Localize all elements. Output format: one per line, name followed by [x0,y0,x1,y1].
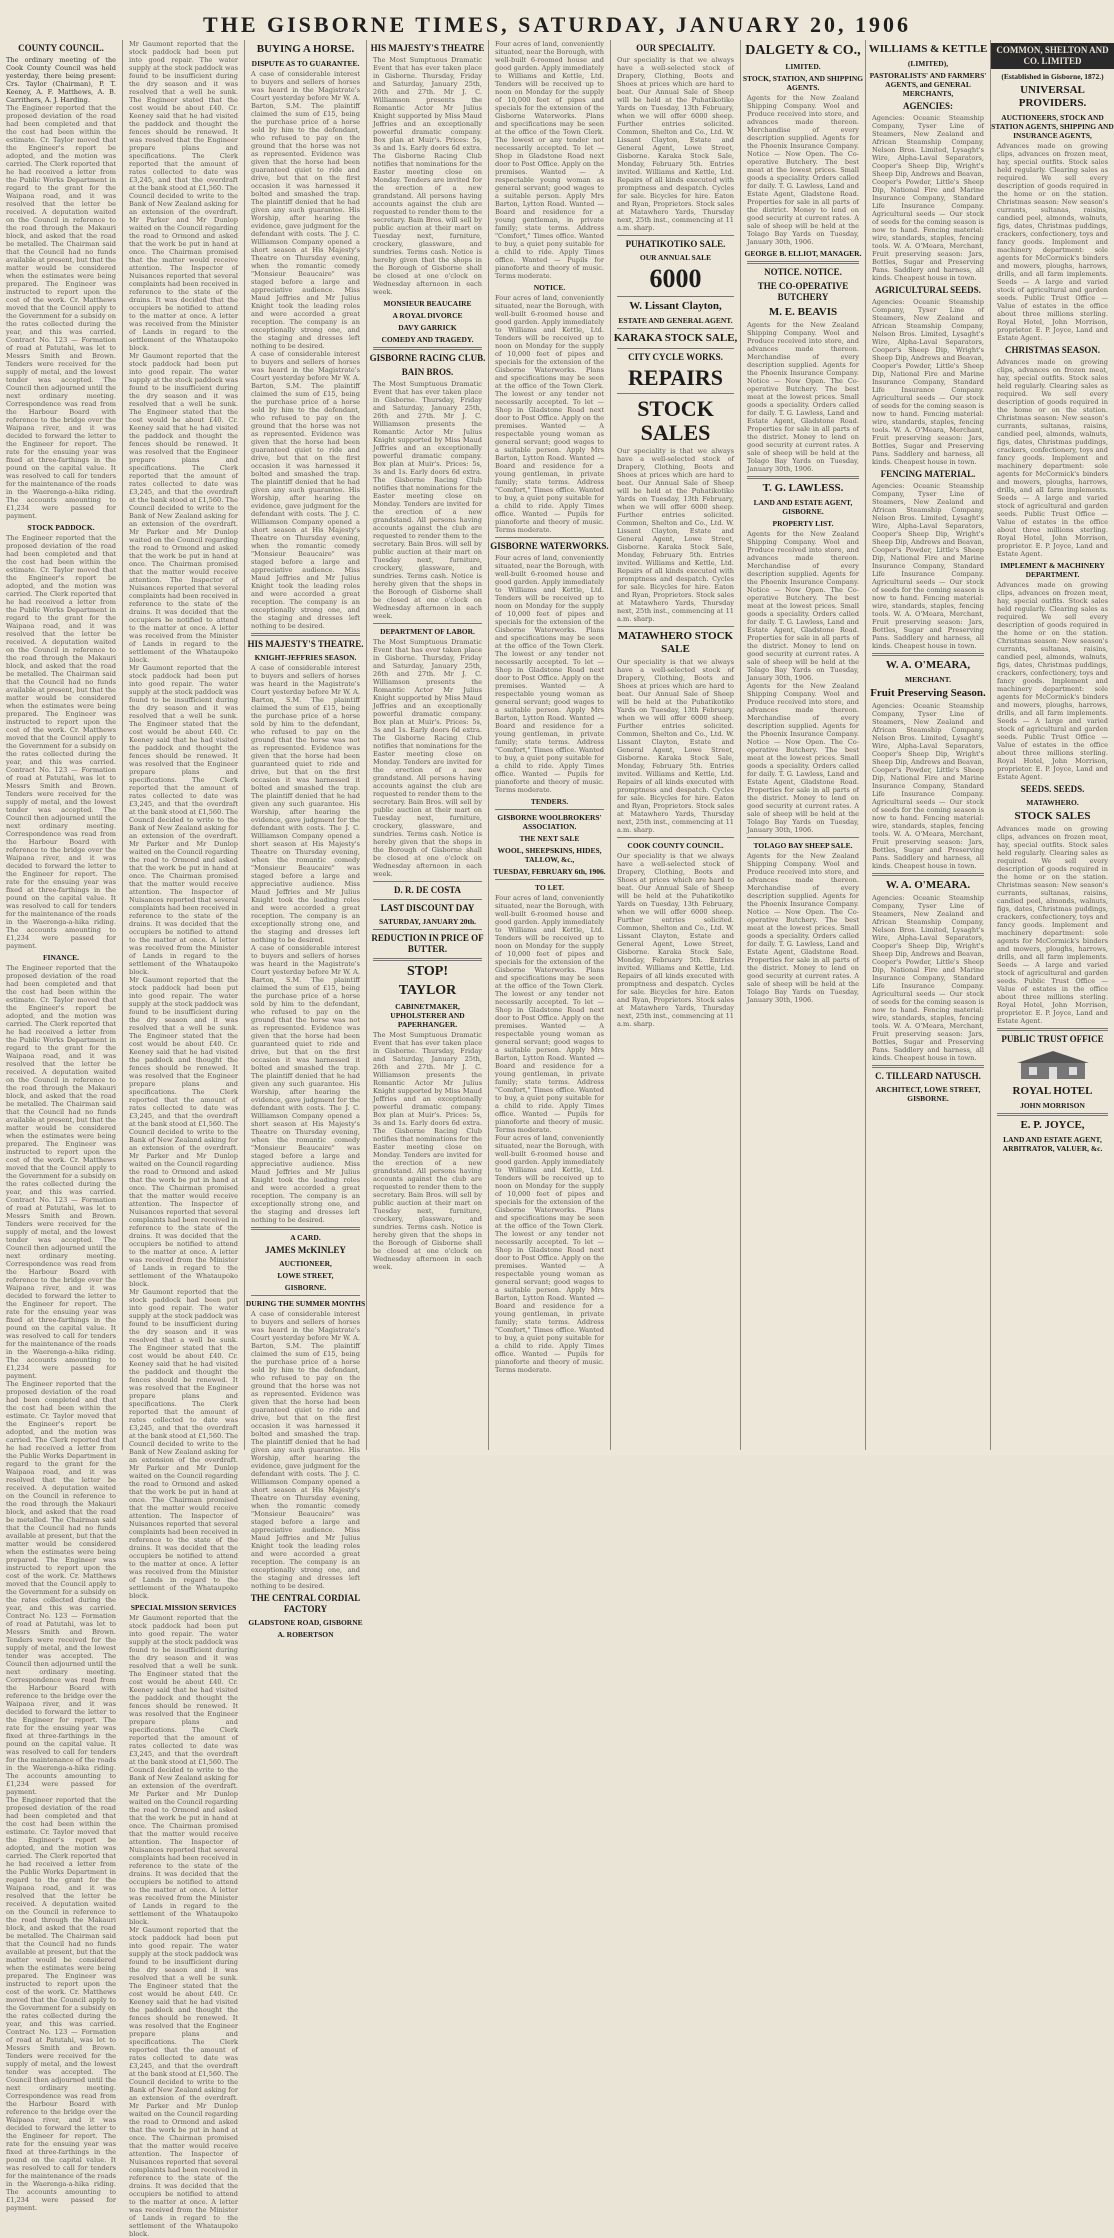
divider [747,261,859,264]
royal-hotel-heading: ROYAL HOTEL [1012,1085,1093,1097]
body-text: Mr Gaumont reported that the stock paddock had been put into good repair. The water supply at the stock paddock was found to be insufficient during the dry season and it was resolved that a well be sunk. The Engineer stated that the cost would be about £40. Cr. Keeney said that he had visited the paddock and thought the fences should be renewed. It was resolved that the Engineer prepare plans and specifications. The Clerk reported that the amount of rates collected to date was £3,245, and that the overdraft at the bank stood at £1,560. The Council decided to write to the Bank of New Zealand asking for an extension of the overdraft. Mr Parker and Mr Dunlop waited on the Council regarding the road to Ormond and asked that the work be put in hand at once. The Chairman promised that the matter would receive attention. The Inspector of Nuisances reported that several complaints had been received in reference to the state of the drains. It was decided that the occupiers be notified to attend to the matter at once. A letter was received from the Minister of Lands in regard to the settlement of the Whataupoko block. [129,40,238,352]
stop-heading: STOP! [407,964,448,979]
body-text: The Engineer reported that the proposed deviation of the road had been completed and that the cost had been within the estimate. Cr. Taylor moved that the Engineer's report be adopted, and the motion was carried. The Clerk reported that he had received a letter from the Public Works Department in regard to the grant for the Waipaoa road, and it was resolved that the letter be received. A deputation waited on the Council in reference to the road through the Makauri block, and asked that the road be metalled. The Chairman said that the Council had no funds available at present, but that the matter would be considered when the estimates were being prepared. The Engineer was instructed to report upon the cost of the work. Cr. Matthews moved that the Council apply to the Government for a subsidy on the rates collected during the year, and this was carried. Contract No. 123 — Formation of road at Patutahi, was let to Messrs Smith and Brown. Tenders were received for the supply of metal, and the lowest tender was accepted. The Council then adjourned until the next ordinary meeting. Correspondence was read from the Harbour Board with reference to the bridge over the Waipaoa river, and it was decided to forward the letter to the Engineer for report. The rate for the ensuing year was fixed at three-farthings in the pound on the capital value. It was resolved to call for tenders for the maintenance of the roads in the Waerenga-a-hika riding. The accounts amounting to £1,234 were passed for payment. [6,104,116,520]
play-3: DAVY GARRICK [398,323,457,332]
woolbrokers-next-sale: THE NEXT SALE [519,834,580,843]
williams-kettle-heading: WILLIAMS & KETTLE [868,43,988,55]
sheep-count: 6000 [649,264,702,293]
christmas-heading: CHRISTMAS SEASON. [1004,345,1101,355]
body-text: Agents for the New Zealand Shipping Company. Wool and Produce received into store, and advances made thereon. Merchandise of every description supplied. Agents for the Phoenix Insurance Company. Notice — Now Open. The Co-operative Butchery. The best meat at the lowest prices. Small goods a speciality. Orders called for daily. T. G. Lawless, Land and Estate Agent, Gladstone Road. Properties for sale in all parts of the district. Money to lend on good security at current rates. A sale of sheep will be held at the Tolago Bay Yards on Tuesday, January 30th, 1906. [747,321,859,473]
finance-heading: FINANCE. [42,953,80,962]
body-text: Mr Gaumont reported that the stock paddock had been put into good repair. The water supply at the stock paddock was found to be insufficient during the dry season and it was resolved that a well be sunk. The Engineer stated that the cost would be about £40. Cr. Keeney said that he had visited the paddock and thought the fences should be renewed. It was resolved that the Engineer prepare plans and specifications. The Clerk reported that the amount of rates collected to date was £3,245, and that the overdraft at the bank stood at £1,560. The Council decided to write to the Bank of New Zealand asking for an extension of the overdraft. Mr Parker and Mr Dunlop waited on the Council regarding the road to Ormond and asked that the work be put in hand at once. The Chairman promised that the matter would receive attention. The Inspector of Nuisances reported that several complaints had been received in reference to the state of the drains. It was decided that the occupiers be notified to attend to the matter at once. A letter was received from the Minister of Lands in regard to the settlement of the Whataupoko block. [129,1288,238,1600]
omeara-heading-2: W. A. O'MEARA. [885,879,971,891]
column-8 [866,40,990,1450]
divider [617,393,734,394]
butter-heading: REDUCTION IN PRICE OF BUTTER. [371,933,484,954]
natusch-heading: C. TILLEARD NATUSCH. [875,1071,981,1081]
taylor-heading: TAYLOR [398,983,457,998]
cordial-factory-address: GLADSTONE ROAD, GISBORNE [248,1618,363,1627]
stock-sales-heading: STOCK SALES [1014,810,1091,822]
body-text: Mr Gaumont reported that the stock paddock had been put into good repair. The water supply at the stock paddock was found to be insufficient during the dry season and it was resolved that a well be sunk. The Engineer stated that the cost would be about £40. Cr. Keeney said that he had visited the paddock and thought the fences should be renewed. It was resolved that the Engineer prepare plans and specifications. The Clerk reported that the amount of rates collected to date was £3,245, and that the overdraft at the bank stood at £1,560. The Council decided to write to the Bank of New Zealand asking for an extension of the overdraft. Mr Parker and Mr Dunlop waited on the Council regarding the road to Ormond and asked that the work be put in hand at once. The Chairman promised that the matter would receive attention. The Inspector of Nuisances reported that several complaints had been received in reference to the state of the drains. It was decided that the occupiers be notified to attend to the matter at once. A letter was received from the Minister of Lands in regard to the settlement of the Whataupoko block. [129,976,238,1288]
play-1: MONSIEUR BEAUCAIRE [383,299,472,308]
royal-hotel-proprietor: JOHN MORRISON [1020,1101,1085,1110]
cook-county-heading: COOK COUNTY COUNCIL. [627,841,724,850]
property-list-heading: PROPERTY LIST. [772,519,834,528]
divider [617,626,734,627]
woolbrokers-items: WOOL, SHEEPSKINS, HIDES, TALLOW, &c., [497,846,602,864]
omeara-heading: W. A. O'MEARA, [885,659,971,671]
divider [495,537,604,538]
summer-heading: DURING THE SUMMER MONTHS [245,1299,366,1308]
joyce-subheading: LAND AND ESTATE AGENT, ARBITRATOR, VALUER, &c. [1002,1135,1103,1153]
body-text: Our speciality is that we always have a well-selected stock of Drapery, Clothing, Boots and Shoes at prices which are hard to beat. Our Annual Sale of Sheep will be held at the Puhatikotiko Yards on Tuesday, 13th February, when we will offer 6000 sheep. Further entries solicited. Common, Shelton and Co., Ltd. W. Lissant Clayton, Estate and General Agent, Lowe Street, Gisborne. Karaka Stock Sale, Monday, February 5th. Entries invited. Williams and Kettle, Ltd. Repairs of all kinds executed with promptness and despatch. Cycles for sale. Bicycles for hire. Eaton and Ryan, Proprietors. Stock sales at Matawhero Yards, Thursday next, 25th inst., commencing at 11 a.m. sharp. [617,658,734,834]
body-text: Advances made on growing clips, advances on frozen meat, hay, special outfits. Stock sales held regularly. Clearing sales as required. We sell every description of goods required in the home or on the station. Christmas season: New season's currants, sultanas, raisins, candied peel, almonds, walnuts, figs, dates, Christmas puddings, crackers, confectionery, toys and fancy goods. Implement and machinery department: sole agents for McCormick's binders and mowers, ploughs, harrows, drills, and all farm implements. Seeds — A large and varied stock of agricultural and garden seeds. Public Trust Office — Value of estates in the office about three millions sterling. Royal Hotel, John Morrison, proprietor. E. P. Joyce, Land and Estate Agent. [997,581,1108,781]
dalgety-limited: LIMITED. [785,62,821,71]
repairs-heading: REPAIRS [628,365,723,390]
divider [495,809,604,810]
body-text: Agencies: Oceanic Steamship Company, Tyser Line of Steamers, New Zealand and African Steamship Company, Nelson Bros. Limited, Lysaght's Wire, Alpha-Laval Separators, Cooper's Sheep Dip, Wright's Sheep Dip, Andrews and Beavan, Cooper's Powder, Little's Sheep Dip, National Fire and Marine Insurance Company, Standard Life Insurance Company. Agricultural seeds — Our stock of seeds for the coming season is now to hand. Fencing material: wire, standards, staples, fencing tools. W. A. O'Meara, Merchant, Fruit preserving season: Jars, Bottles, Sugar and Preserving Pans. Saddlery and harness, all kinds. Cheapest house in town. [872,114,984,282]
seeds-heading: AGRICULTURAL SEEDS. [875,285,981,295]
column-3 [245,40,366,1639]
masthead [0,0,1114,40]
county-council-intro: The ordinary meeting of the Cook County Council was held yesterday, there being present: Crs. Taylor (Chairman), P. T. Keeney, A. F. Matthews, A. B. Carrithers, A. J. Harding. [6,56,116,104]
body-text: Mr Gaumont reported that the stock paddock had been put into good repair. The water supply at the stock paddock was found to be insufficient during the dry season and it was resolved that a well be sunk. The Engineer stated that the cost would be about £40. Cr. Keeney said that he had visited the paddock and thought the fences should be renewed. It was resolved that the Engineer prepare plans and specifications. The Clerk reported that the amount of rates collected to date was £3,245, and that the overdraft at the bank stood at £1,560. The Council decided to write to the Bank of New Zealand asking for an extension of the overdraft. Mr Parker and Mr Dunlop waited on the Council regarding the road to Ormond and asked that the work be put in hand at once. The Chairman promised that the matter would receive attention. The Inspector of Nuisances reported that several complaints had been received in reference to the state of the drains. It was decided that the occupiers be notified to attend to the matter at once. A letter was received from the Minister of Lands in regard to the settlement of the Whataupoko block. [129,1926,238,2238]
body-text: Mr Gaumont reported that the stock paddock had been put into good repair. The water supply at the stock paddock was found to be insufficient during the dry season and it was resolved that a well be sunk. The Engineer stated that the cost would be about £40. Cr. Keeney said that he had visited the paddock and thought the fences should be renewed. It was resolved that the Engineer prepare plans and specifications. The Clerk reported that the amount of rates collected to date was £3,245, and that the overdraft at the bank stood at £1,560. The Council decided to write to the Bank of New Zealand asking for an extension of the overdraft. Mr Parker and Mr Dunlop waited on the Council regarding the road to Ormond and asked that the work be put in hand at once. The Chairman promised that the matter would receive attention. The Inspector of Nuisances reported that several complaints had been received in reference to the state of the drains. It was decided that the occupiers be notified to attend to the matter at once. A letter was received from the Minister of Lands in regard to the settlement of the Whataupoko block. [129,352,238,664]
providers-subheading: AUCTIONEERS, STOCK AND STATION AGENTS, SHIPPING AND INSURANCE AGENTS, [991,113,1114,140]
natusch-subheading: ARCHITECT, LOWE STREET, GISBORNE. [875,1085,981,1103]
body-text: Four acres of land, conveniently situated, near the Borough, with well-built 6-roomed house and good garden. Apply immediately to Williams and Kettle, Ltd. Tenders will be received up to noon on Monday for the supply of 10,000 feet of pipes and specials for the extension of the Gisborne Waterworks. Plans and specifications may be seen at the office of the Town Clerk. The lowest or any tender not necessarily accepted. To let — Shop in Gladstone Road next door to Post Office. Apply on the premises. Wanted — A respectable young woman as general servant; good wages to a suitable person. Apply Mrs Barton, Lytton Road. Wanted — Board and residence for a young gentleman, in private family; state terms. Address "Comfort," Times office. Wanted to buy, a quiet pony suitable for a child to ride. Apply Times office. Wanted — Pupils for pianoforte and theory of music. Terms moderate. [495,1134,604,1374]
play-2: A ROYAL DIVORCE [392,311,463,320]
divider [747,476,859,479]
body-text: A case of considerable interest to buyers and sellers of horses was heard in the Magistrate's Court yesterday before Mr W. A. Barton, S.M. The plaintiff claimed the sum of £15, being the purchase price of a horse sold by him to the defendant, who refused to pay on the ground that the horse was not as represented. Evidence was given that the horse had been guaranteed quiet to ride and drive, but that on the first occasion it was harnessed it bolted and smashed the trap. The plaintiff denied that he had given any such guarantee. His Worship, after hearing the evidence, gave judgment for the defendant with costs. The J. C. Williamson Company opened a short season at His Majesty's Theatre on Thursday evening, when the romantic comedy "Monsieur Beaucaire" was staged before a large and appreciative audience. Miss Maud Jeffries and Mr Julius Knight took the leading roles and were accorded a great reception. The company is an exceptionally strong one, and the staging and dresses left nothing to be desired. [251,1310,360,1590]
mckinley-street: LOWE STREET, [277,1271,334,1280]
matawhero-heading: MATAWHERO. [1026,798,1079,807]
divider [617,348,734,349]
racing-club-heading: GISBORNE RACING CLUB. [369,353,486,363]
body-text: The Most Sumptuous Dramatic Event that has ever taken place in Gisborne. Thursday, Friday and Saturday, January 25th, 26th and 27th. Mr J. C. Williamson presents the Romantic Actor Mr Julius Knight supported by Miss Maud Jeffries and an exceptionally powerful dramatic company. Box plan at Muir's. Prices: 5s, 3s and 1s. Early doors 6d extra. The Gisborne Racing Club notifies that nominations for the Easter meeting close on Monday. Tenders are invited for the erection of a new grandstand. All persons having accounts against the club are requested to render them to the secretary. Bain Bros. will sell by public auction at their mart on Tuesday next, furniture, crockery, glassware, and sundries. Terms cash. Notice is hereby given that the shops in the Borough of Gisborne shall be closed at one o'clock on Wednesday afternoon in each week. [373,56,482,296]
body-text: Advances made on growing clips, advances on frozen meat, hay, special outfits. Stock sales held regularly. Clearing sales as required. We sell every description of goods required in the home or on the station. Christmas season: New season's currants, sultanas, raisins, candied peel, almonds, walnuts, figs, dates, Christmas puddings, crackers, confectionery, toys and fancy goods. Implement and machinery department: sole agents for McCormick's binders and mowers, ploughs, harrows, drills, and all farm implements. Seeds — A large and varied stock of agricultural and garden seeds. Public Trust Office — Value of estates in the office about three millions sterling. Royal Hotel, John Morrison, proprietor. E. P. Joyce, Land and Estate Agent. [997,825,1108,1025]
body-text: Our speciality is that we always have a well-selected stock of Drapery, Clothing, Boots and Shoes at prices which are hard to beat. Our Annual Sale of Sheep will be held at the Puhatikotiko Yards on Tuesday, 13th February, when we will offer 6000 sheep. Further entries solicited. Common, Shelton and Co., Ltd. W. Lissant Clayton, Estate and General Agent, Lowe Street, Gisborne. Karaka Stock Sale, Monday, February 5th. Entries invited. Williams and Kettle, Ltd. Repairs of all kinds executed with promptness and despatch. Cycles for sale. Bicycles for hire. Eaton and Ryan, Proprietors. Stock sales at Matawhero Yards, Thursday next, 25th inst., commencing at 11 a.m. sharp. [617,852,734,1028]
notice-heading: NOTICE. [533,283,566,292]
column-6 [611,40,740,1450]
body-text: Agents for the New Zealand Shipping Company. Wool and Produce received into store, and advances made thereon. Merchandise of every description supplied. Agents for the Phoenix Insurance Company. Notice — Now Open. The Co-operative Butchery. The best meat at the lowest prices. Small goods a speciality. Orders called for daily. T. G. Lawless, Land and Estate Agent, Gladstone Road. Properties for sale in all parts of the district. Money to lend on good security at current rates. A sale of sheep will be held at the Tolago Bay Yards on Tuesday, January 30th, 1906. [747,530,859,682]
seeds-heading: SEEDS. SEEDS. [1020,784,1085,794]
woolbrokers-date: TUESDAY, FEBRUARY 6th, 1906. [493,867,606,876]
implement-heading: IMPLEMENT & MACHINERY DEPARTMENT. [1000,561,1105,579]
theatre-subheading: KNIGHT-JEFFRIES SEASON. [254,653,357,662]
de-costa-heading: D. R. DE COSTA [393,885,462,895]
clayton-heading: W. Lissant Clayton, [629,300,722,312]
stock-paddock-heading: STOCK PADDOCK. [27,523,95,532]
discount-day-heading: LAST DISCOUNT DAY [380,903,475,913]
buying-horse-subheading: DISPUTE AS TO GUARANTEE. [251,59,360,68]
body-text: Four acres of land, conveniently situated, near the Borough, with well-built 6-roomed house and good garden. Apply immediately to Williams and Kettle, Ltd. Tenders will be received up to noon on Monday for the supply of 10,000 feet of pipes and specials for the extension of the Gisborne Waterworks. Plans and specifications may be seen at the office of the Town Clerk. The lowest or any tender not necessarily accepted. To let — Shop in Gladstone Road next door to Post Office. Apply on the premises. Wanted — A respectable young woman as general servant; good wages to a suitable person. Apply Mrs Barton, Lytton Road. Wanted — Board and residence for a young gentleman, in private family; state terms. Address "Comfort," Times office. Wanted to buy, a quiet pony suitable for a child to ride. Apply Times office. Wanted — Pupils for pianoforte and theory of music. Terms moderate. [495,554,604,794]
common-shelton-established: (Established in Gisborne, 1872.) [1001,72,1104,81]
body-text: A case of considerable interest to buyers and sellers of horses was heard in the Magistrate's Court yesterday before Mr W. A. Barton, S.M. The plaintiff claimed the sum of £15, being the purchase price of a horse sold by him to the defendant, who refused to pay on the ground that the horse was not as represented. Evidence was given that the horse had been guaranteed quiet to ride and drive, but that on the first occasion it was harnessed it bolted and smashed the trap. The plaintiff denied that he had given any such guarantee. His Worship, after hearing the evidence, gave judgment for the defendant with costs. The J. C. Williamson Company opened a short season at His Majesty's Theatre on Thursday evening, when the romantic comedy "Monsieur Beaucaire" was staged before a large and appreciative audience. Miss Maud Jeffries and Mr Julius Knight took the leading roles and were accorded a great reception. The company is an exceptionally strong one, and the staging and dresses left nothing to be desired. [251,350,360,630]
divider [617,296,734,297]
body-text: A case of considerable interest to buyers and sellers of horses was heard in the Magistrate's Court yesterday before Mr W. A. Barton, S.M. The plaintiff claimed the sum of £15, being the purchase price of a horse sold by him to the defendant, who refused to pay on the ground that the horse was not as represented. Evidence was given that the horse had been guaranteed quiet to ride and drive, but that on the first occasion it was harnessed it bolted and smashed the trap. The plaintiff denied that he had given any such guarantee. His Worship, after hearing the evidence, gave judgment for the defendant with costs. The J. C. Williamson Company opened a short season at His Majesty's Theatre on Thursday evening, when the romantic comedy "Monsieur Beaucaire" was staged before a large and appreciative audience. Miss Maud Jeffries and Mr Julius Knight took the leading roles and were accorded a great reception. The company is an exceptionally strong one, and the staging and dresses left nothing to be desired. [251,664,360,944]
woolbrokers-heading: GISBORNE WOOLBROKERS' ASSOCIATION. [497,813,602,831]
butchery-heading: THE CO-OPERATIVE BUTCHERY [757,281,849,302]
play-subheading: COMEDY AND TRAGEDY. [381,335,474,344]
divider [251,1295,360,1296]
divider [747,837,859,838]
body-text: Agencies: Oceanic Steamship Company, Tyser Line of Steamers, New Zealand and African Steamship Company, Nelson Bros. Limited, Lysaght's Wire, Alpha-Laval Separators, Cooper's Sheep Dip, Wright's Sheep Dip, Andrews and Beavan, Cooper's Powder, Little's Sheep Dip, National Fire and Marine Insurance Company, Standard Life Insurance Company. Agricultural seeds — Our stock of seeds for the coming season is now to hand. Fencing material: wire, standards, staples, fencing tools. W. A. O'Meara, Merchant, Fruit preserving season: Jars, Bottles, Sugar and Preserving Pans. Saddlery and harness, all kinds. Cheapest house in town. [872,482,984,650]
divider [495,879,604,880]
beavis-heading: M. E. BEAVIS [768,306,838,318]
body-text: The Engineer reported that the proposed deviation of the road had been completed and that the cost had been within the estimate. Cr. Taylor moved that the Engineer's report be adopted, and the motion was carried. The Clerk reported that he had received a letter from the Public Works Department in regard to the grant for the Waipaoa road, and it was resolved that the letter be received. A deputation waited on the Council in reference to the road through the Makauri block, and asked that the road be metalled. The Chairman said that the Council had no funds available at present, but that the matter would be considered when the estimates were being prepared. The Engineer was instructed to report upon the cost of the work. Cr. Matthews moved that the Council apply to the Government for a subsidy on the rates collected during the year, and this was carried. Contract No. 123 — Formation of road at Patutahi, was let to Messrs Smith and Brown. Tenders were received for the supply of metal, and the lowest tender was accepted. The Council then adjourned until the next ordinary meeting. Correspondence was read from the Harbour Board with reference to the bridge over the Waipaoa river, and it was decided to forward the letter to the Engineer for report. The rate for the ensuing year was fixed at three-farthings in the pound on the capital value. It was resolved to call for tenders for the maintenance of the roads in the Waerenga-a-hika riding. The accounts amounting to £1,234 were passed for payment. [6,964,116,1380]
annual-sale: OUR ANNUAL SALE [639,253,712,262]
divider [373,347,482,350]
omeara-subheading: MERCHANT. [905,675,951,684]
notice-heading: NOTICE. NOTICE. [764,267,842,277]
labor-heading: DEPARTMENT OF LABOR. [380,627,475,636]
williams-kettle-subheading: PASTORALISTS' AND FARMERS' AGENTS, and GENERAL MERCHANTS, [869,71,987,98]
column-1 [0,40,122,2212]
preserving-heading: Fruit Preserving Season. [870,687,986,699]
cycle-works-heading: CITY CYCLE WORKS. [628,352,723,362]
tenders-heading: TENDERS. [530,797,569,806]
cordial-factory-proprietor: A. ROBERTSON [277,1630,334,1639]
column-9 [991,40,1114,1450]
body-text: Mr Gaumont reported that the stock paddock had been put into good repair. The water supply at the stock paddock was found to be insufficient during the dry season and it was resolved that a well be sunk. The Engineer stated that the cost would be about £40. Cr. Keeney said that he had visited the paddock and thought the fences should be renewed. It was resolved that the Engineer prepare plans and specifications. The Clerk reported that the amount of rates collected to date was £3,245, and that the overdraft at the bank stood at £1,560. The Council decided to write to the Bank of New Zealand asking for an extension of the overdraft. Mr Parker and Mr Dunlop waited on the Council regarding the road to Ormond and asked that the work be put in hand at once. The Chairman promised that the matter would receive attention. The Inspector of Nuisances reported that several complaints had been received in reference to the state of the drains. It was decided that the occupiers be notified to attend to the matter at once. A letter was received from the Minister of Lands in regard to the settlement of the Whataupoko block. [129,664,238,976]
body-text: Advances made on growing clips, advances on frozen meat, hay, special outfits. Stock sales held regularly. Clearing sales as required. We sell every description of goods required in the home or on the station. Christmas season: New season's currants, sultanas, raisins, candied peel, almonds, walnuts, figs, dates, Christmas puddings, crackers, confectionery, toys and fancy goods. Implement and machinery department: sole agents for McCormick's binders and mowers, ploughs, harrows, drills, and all farm implements. Seeds — A large and varied stock of agricultural and garden seeds. Public Trust Office — Value of estates in the office about three millions sterling. Royal Hotel, John Morrison, proprietor. E. P. Joyce, Land and Estate Agent. [997,358,1108,558]
body-text: The Engineer reported that the proposed deviation of the road had been completed and that the cost had been within the estimate. Cr. Taylor moved that the Engineer's report be adopted, and the motion was carried. The Clerk reported that he had received a letter from the Public Works Department in regard to the grant for the Waipaoa road, and it was resolved that the letter be received. A deputation waited on the Council in reference to the road through the Makauri block, and asked that the road be metalled. The Chairman said that the Council had no funds available at present, but that the matter would be considered when the estimates were being prepared. The Engineer was instructed to report upon the cost of the work. Cr. Matthews moved that the Council apply to the Government for a subsidy on the rates collected during the year, and this was carried. Contract No. 123 — Formation of road at Patutahi, was let to Messrs Smith and Brown. Tenders were received for the supply of metal, and the lowest tender was accepted. The Council then adjourned until the next ordinary meeting. Correspondence was read from the Harbour Board with reference to the bridge over the Waipaoa river, and it was decided to forward the letter to the Engineer for report. The rate for the ensuing year was fixed at three-farthings in the pound on the capital value. It was resolved to call for tenders for the maintenance of the roads in the Waerenga-a-hika riding. The accounts amounting to £1,234 were passed for payment. [6,534,116,950]
lawless-subheading: LAND AND ESTATE AGENT, GISBORNE. [753,498,853,516]
tolago-heading: TOLAGO BAY SHEEP SALE. [753,841,853,850]
body-text: Agencies: Oceanic Steamship Company, Tyser Line of Steamers, New Zealand and African Steamship Company, Nelson Bros. Limited, Lysaght's Wire, Alpha-Laval Separators, Cooper's Sheep Dip, Wright's Sheep Dip, Andrews and Beavan, Cooper's Powder, Little's Sheep Dip, National Fire and Marine Insurance Company, Standard Life Insurance Company. Agricultural seeds — Our stock of seeds for the coming season is now to hand. Fencing material: wire, standards, staples, fencing tools. W. A. O'Meara, Merchant, Fruit preserving season: Jars, Bottles, Sugar and Preserving Pans. Saddlery and harness, all kinds. Cheapest house in town. [872,702,984,870]
puhatikotiko-heading: PUHATIKOTIKO SALE. [625,239,726,249]
body-text: Four acres of land, conveniently situated, near the Borough, with well-built 6-roomed house and good garden. Apply immediately to Williams and Kettle, Ltd. Tenders will be received up to noon on Monday for the supply of 10,000 feet of pipes and specials for the extension of the Gisborne Waterworks. Plans and specifications may be seen at the office of the Town Clerk. The lowest or any tender not necessarily accepted. To let — Shop in Gladstone Road next door to Post Office. Apply on the premises. Wanted — A respectable young woman as general servant; good wages to a suitable person. Apply Mrs Barton, Lytton Road. Wanted — Board and residence for a young gentleman, in private family; state terms. Address "Comfort," Times office. Wanted to buy, a quiet pony suitable for a child to ride. Apply Times office. Wanted — Pupils for pianoforte and theory of music. Terms moderate. [495,40,604,280]
karaka-heading: KARAKA STOCK SALE, [613,332,738,344]
mckinley-name: JAMES McKINLEY [265,1245,346,1255]
cordial-factory-heading: THE CENTRAL CORDIAL FACTORY [250,1593,361,1614]
matawhero-heading: MATAWHERO STOCK SALE [617,630,734,655]
to-let-heading: TO LET. [535,883,564,892]
discount-day-date: SATURDAY, JANUARY 20th. [378,917,477,926]
lawless-heading: T. G. LAWLESS. [762,482,844,494]
body-text: Our speciality is that we always have a well-selected stock of Drapery, Clothing, Boots and Shoes at prices which are hard to beat. Our Annual Sale of Sheep will be held at the Puhatikotiko Yards on Tuesday, 13th February, when we will offer 6000 sheep. Further entries solicited. Common, Shelton and Co., Ltd. W. Lissant Clayton, Estate and General Agent, Lowe Street, Gisborne. Karaka Stock Sale, Monday, February 5th. Entries invited. Williams and Kettle, Ltd. Repairs of all kinds executed with promptness and despatch. Cycles for sale. Bicycles for hire. Eaton and Ryan, Proprietors. Stock sales at Matawhero Yards, Thursday next, 25th inst., commencing at 11 a.m. sharp. [617,447,734,623]
building-illustration [1013,1049,1093,1081]
dalgety-heading: DALGETY & CO., [745,43,861,58]
mission-heading: SPECIAL MISSION SERVICES [130,1603,237,1612]
body-text: Agents for the New Zealand Shipping Company. Wool and Produce received into store, and advances made thereon. Merchandise of every description supplied. Agents for the Phoenix Insurance Company. Notice — Now Open. The Co-operative Butchery. The best meat at the lowest prices. Small goods a speciality. Orders called for daily. T. G. Lawless, Land and Estate Agent, Gladstone Road. Properties for sale in all parts of the district. Money to lend on good security at current rates. A sale of sheep will be held at the Tolago Bay Yards on Tuesday, January 30th, 1906. [747,852,859,1004]
divider [997,1113,1108,1116]
theatre-heading: HIS MAJESTY'S THEATRE. [247,639,364,649]
divider [872,1065,984,1068]
body-text: Mr Gaumont reported that the stock paddock had been put into good repair. The water supply at the stock paddock was found to be insufficient during the dry season and it was resolved that a well be sunk. The Engineer stated that the cost would be about £40. Cr. Keeney said that he had visited the paddock and thought the fences should be renewed. It was resolved that the Engineer prepare plans and specifications. The Clerk reported that the amount of rates collected to date was £3,245, and that the overdraft at the bank stood at £1,560. The Council decided to write to the Bank of New Zealand asking for an extension of the overdraft. Mr Parker and Mr Dunlop waited on the Council regarding the road to Ormond and asked that the work be put in hand at once. The Chairman promised that the matter would receive attention. The Inspector of Nuisances reported that several complaints had been received in reference to the state of the drains. It was decided that the occupiers be notified to attend to the matter at once. A letter was received from the Minister of Lands in regard to the settlement of the Whataupoko block. [129,1614,238,1926]
divider [251,633,360,636]
speciality-heading: OUR SPECIALITY. [636,43,715,53]
body-text: Advances made on growing clips, advances on frozen meat, hay, special outfits. Stock sales held regularly. Clearing sales as required. We sell every description of goods required in the home or on the station. Christmas season: New season's currants, sultanas, raisins, candied peel, almonds, walnuts, figs, dates, Christmas puddings, crackers, confectionery, toys and fancy goods. Implement and machinery department: sole agents for McCormick's binders and mowers, ploughs, harrows, drills, and all farm implements. Seeds — A large and varied stock of agricultural and garden seeds. Public Trust Office — Value of estates in the office about three millions sterling. Royal Hotel, John Morrison, proprietor. E. P. Joyce, Land and Estate Agent. [997,142,1108,342]
divider [373,881,482,882]
column-4 [367,40,488,1450]
divider [872,653,984,656]
bain-bros-heading: BAIN BROS. [401,367,454,377]
body-text: The Most Sumptuous Dramatic Event that has ever taken place in Gisborne. Thursday, Friday and Saturday, January 25th, 26th and 27th. Mr J. C. Williamson presents the Romantic Actor Mr Julius Knight supported by Miss Maud Jeffries and an exceptionally powerful dramatic company. Box plan at Muir's. Prices: 5s, 3s and 1s. Early doors 6d extra. The Gisborne Racing Club notifies that nominations for the Easter meeting close on Monday. Tenders are invited for the erection of a new grandstand. All persons having accounts against the club are requested to render them to the secretary. Bain Bros. will sell by public auction at their mart on Tuesday next, furniture, crockery, glassware, and sundries. Terms cash. Notice is hereby given that the shops in the Borough of Gisborne shall be closed at one o'clock on Wednesday afternoon in each week. [373,1031,482,1271]
county-council-heading: COUNTY COUNCIL. [18,43,104,53]
stock-sales-heading: STOCK SALES [637,396,714,445]
divider [617,328,734,329]
theatre-ad-heading: HIS MAJESTY'S THEATRE [370,43,485,53]
divider [373,958,482,961]
divider [373,899,482,900]
waterworks-heading: GISBORNE WATERWORKS. [490,541,609,551]
body-text: A case of considerable interest to buyers and sellers of horses was heard in the Magistrate's Court yesterday before Mr W. A. Barton, S.M. The plaintiff claimed the sum of £15, being the purchase price of a horse sold by him to the defendant, who refused to pay on the ground that the horse was not as represented. Evidence was given that the horse had been guaranteed quiet to ride and drive, but that on the first occasion it was harnessed it bolted and smashed the trap. The plaintiff denied that he had given any such guarantee. His Worship, after hearing the evidence, gave judgment for the defendant with costs. The J. C. Williamson Company opened a short season at His Majesty's Theatre on Thursday evening, when the romantic comedy "Monsieur Beaucaire" was staged before a large and appreciative audience. Miss Maud Jeffries and Mr Julius Knight took the leading roles and were accorded a great reception. The company is an exceptionally strong one, and the staging and dresses left nothing to be desired. [251,944,360,1224]
body-text: The Engineer reported that the proposed deviation of the road had been completed and that the cost had been within the estimate. Cr. Taylor moved that the Engineer's report be adopted, and the motion was carried. The Clerk reported that he had received a letter from the Public Works Department in regard to the grant for the Waipaoa road, and it was resolved that the letter be received. A deputation waited on the Council in reference to the road through the Makauri block, and asked that the road be metalled. The Chairman said that the Council had no funds available at present, but that the matter would be considered when the estimates were being prepared. The Engineer was instructed to report upon the cost of the work. Cr. Matthews moved that the Council apply to the Government for a subsidy on the rates collected during the year, and this was carried. Contract No. 123 — Formation of road at Patutahi, was let to Messrs Smith and Brown. Tenders were received for the supply of metal, and the lowest tender was accepted. The Council then adjourned until the next ordinary meeting. Correspondence was read from the Harbour Board with reference to the bridge over the Waipaoa river, and it was decided to forward the letter to the Engineer for report. The rate for the ensuing year was fixed at three-farthings in the pound on the capital value. It was resolved to call for tenders for the maintenance of the roads in the Waerenga-a-hika riding. The accounts amounting to £1,234 were passed for payment. [6,1796,116,2212]
agencies-heading: AGENCIES: [902,101,953,111]
column-2 [123,40,244,2238]
column-7 [741,40,865,1450]
body-text: The Most Sumptuous Dramatic Event that has ever taken place in Gisborne. Thursday, Friday and Saturday, January 25th, 26th and 27th. Mr J. C. Williamson presents the Romantic Actor Mr Julius Knight supported by Miss Maud Jeffries and an exceptionally powerful dramatic company. Box plan at Muir's. Prices: 5s, 3s and 1s. Early doors 6d extra. The Gisborne Racing Club notifies that nominations for the Easter meeting close on Monday. Tenders are invited for the erection of a new grandstand. All persons having accounts against the club are requested to render them to the secretary. Bain Bros. will sell by public auction at their mart on Tuesday next, furniture, crockery, glassware, and sundries. Terms cash. Notice is hereby given that the shops in the Borough of Gisborne shall be closed at one o'clock on Wednesday afternoon in each week. [373,380,482,620]
providers-heading: UNIVERSAL PROVIDERS. [1018,84,1087,109]
fencing-heading: FENCING MATERIAL. [880,469,976,479]
body-text: Agents for the New Zealand Shipping Company. Wool and Produce received into store, and advances made thereon. Merchandise of every description supplied. Agents for the Phoenix Insurance Company. Notice — Now Open. The Co-operative Butchery. The best meat at the lowest prices. Small goods a speciality. Orders called for daily. T. G. Lawless, Land and Estate Agent, Gladstone Road. Properties for sale in all parts of the district. Money to lend on good security at current rates. A sale of sheep will be held at the Tolago Bay Yards on Tuesday, January 30th, 1906. [747,682,859,834]
body-text: A case of considerable interest to buyers and sellers of horses was heard in the Magistrate's Court yesterday before Mr W. A. Barton, S.M. The plaintiff claimed the sum of £15, being the purchase price of a horse sold by him to the defendant, who refused to pay on the ground that the horse was not as represented. Evidence was given that the horse had been guaranteed quiet to ride and drive, but that on the first occasion it was harnessed it bolted and smashed the trap. The plaintiff denied that he had given any such guarantee. His Worship, after hearing the evidence, gave judgment for the defendant with costs. The J. C. Williamson Company opened a short season at His Majesty's Theatre on Thursday evening, when the romantic comedy "Monsieur Beaucaire" was staged before a large and appreciative audience. Miss Maud Jeffries and Mr Julius Knight took the leading roles and were accorded a great reception. The company is an exceptionally strong one, and the staging and dresses left nothing to be desired. [251,70,360,350]
body-text: The Engineer reported that the proposed deviation of the road had been completed and that the cost had been within the estimate. Cr. Taylor moved that the Engineer's report be adopted, and the motion was carried. The Clerk reported that he had received a letter from the Public Works Department in regard to the grant for the Waipaoa road, and it was resolved that the letter be received. A deputation waited on the Council in reference to the road through the Makauri block, and asked that the road be metalled. The Chairman said that the Council had no funds available at present, but that the matter would be considered when the estimates were being prepared. The Engineer was instructed to report upon the cost of the work. Cr. Matthews moved that the Council apply to the Government for a subsidy on the rates collected during the year, and this was carried. Contract No. 123 — Formation of road at Patutahi, was let to Messrs Smith and Brown. Tenders were received for the supply of metal, and the lowest tender was accepted. The Council then adjourned until the next ordinary meeting. Correspondence was read from the Harbour Board with reference to the bridge over the Waipaoa river, and it was decided to forward the letter to the Engineer for report. The rate for the ensuing year was fixed at three-farthings in the pound on the capital value. It was resolved to call for tenders for the maintenance of the roads in the Waerenga-a-hika riding. The accounts amounting to £1,234 were passed for payment. [6,1380,116,1796]
dalgety-manager: GEORGE B. ELLIOT, MANAGER. [744,249,862,258]
joyce-heading: E. P. JOYCE, [1020,1119,1085,1131]
masthead-title: THE GISBORNE TIMES, SATURDAY, JANUARY 20, 1906 [203,12,911,37]
buying-horse-heading: BUYING A HORSE. [256,43,355,55]
divider [373,623,482,624]
williams-kettle-limited: (LIMITED), [907,59,949,68]
body-text: Four acres of land, conveniently situated, near the Borough, with well-built 6-roomed house and good garden. Apply immediately to Williams and Kettle, Ltd. Tenders will be received up to noon on Monday for the supply of 10,000 feet of pipes and specials for the extension of the Gisborne Waterworks. Plans and specifications may be seen at the office of the Town Clerk. The lowest or any tender not necessarily accepted. To let — Shop in Gladstone Road next door to Post Office. Apply on the premises. Wanted — A respectable young woman as general servant; good wages to a suitable person. Apply Mrs Barton, Lytton Road. Wanted — Board and residence for a young gentleman, in private family; state terms. Address "Comfort," Times office. Wanted to buy, a quiet pony suitable for a child to ride. Apply Times office. Wanted — Pupils for pianoforte and theory of music. Terms moderate. [495,294,604,534]
body-text: The Most Sumptuous Dramatic Event that has ever taken place in Gisborne. Thursday, Friday and Saturday, January 25th, 26th and 27th. Mr J. C. Williamson presents the Romantic Actor Mr Julius Knight supported by Miss Maud Jeffries and an exceptionally powerful dramatic company. Box plan at Muir's. Prices: 5s, 3s and 1s. Early doors 6d extra. The Gisborne Racing Club notifies that nominations for the Easter meeting close on Monday. Tenders are invited for the erection of a new grandstand. All persons having accounts against the club are requested to render them to the secretary. Bain Bros. will sell by public auction at their mart on Tuesday next, furniture, crockery, glassware, and sundries. Terms cash. Notice is hereby given that the shops in the Borough of Gisborne shall be closed at one o'clock on Wednesday afternoon in each week. [373,638,482,878]
divider [617,235,734,236]
mckinley-title: AUCTIONEER, [279,1259,332,1268]
card-label: A CARD. [290,1233,321,1242]
dalgety-subheading: STOCK, STATION, AND SHIPPING AGENTS. [742,74,864,92]
body-text: Agencies: Oceanic Steamship Company, Tyser Line of Steamers, New Zealand and African Steamship Company, Nelson Bros. Limited, Lysaght's Wire, Alpha-Laval Separators, Cooper's Sheep Dip, Wright's Sheep Dip, Andrews and Beavan, Cooper's Powder, Little's Sheep Dip, National Fire and Marine Insurance Company, Standard Life Insurance Company. Agricultural seeds — Our stock of seeds for the coming season is now to hand. Fencing material: wire, standards, staples, fencing tools. W. A. O'Meara, Merchant, Fruit preserving season: Jars, Bottles, Sugar and Preserving Pans. Saddlery and harness, all kinds. Cheapest house in town. [872,894,984,1062]
body-text: Agents for the New Zealand Shipping Company. Wool and Produce received into store, and advances made thereon. Merchandise of every description supplied. Agents for the Phoenix Insurance Company. Notice — Now Open. The Co-operative Butchery. The best meat at the lowest prices. Small goods a speciality. Orders called for daily. T. G. Lawless, Land and Estate Agent, Gladstone Road. Properties for sale in all parts of the district. Money to lend on good security at current rates. A sale of sheep will be held at the Tolago Bay Yards on Tuesday, January 30th, 1906. [747,94,859,246]
divider [997,1028,1108,1031]
public-trust-heading: PUBLIC TRUST OFFICE [1001,1034,1104,1044]
divider [872,873,984,876]
divider [251,1227,360,1230]
common-shelton-heading: COMMON, SHELTON AND CO. LIMITED [991,43,1114,69]
taylor-subheading: CABINETMAKER, UPHOLSTERER AND PAPERHANGER. [390,1002,465,1029]
body-text: Agencies: Oceanic Steamship Company, Tyser Line of Steamers, New Zealand and African Steamship Company, Nelson Bros. Limited, Lysaght's Wire, Alpha-Laval Separators, Cooper's Sheep Dip, Wright's Sheep Dip, Andrews and Beavan, Cooper's Powder, Little's Sheep Dip, National Fire and Marine Insurance Company, Standard Life Insurance Company. Agricultural seeds — Our stock of seeds for the coming season is now to hand. Fencing material: wire, standards, staples, fencing tools. W. A. O'Meara, Merchant, Fruit preserving season: Jars, Bottles, Sugar and Preserving Pans. Saddlery and harness, all kinds. Cheapest house in town. [872,298,984,466]
divider [373,929,482,930]
divider [617,837,734,838]
column-5 [489,40,610,1450]
body-text: Our speciality is that we always have a well-selected stock of Drapery, Clothing, Boots and Shoes at prices which are hard to beat. Our Annual Sale of Sheep will be held at the Puhatikotiko Yards on Tuesday, 13th February, when we will offer 6000 sheep. Further entries solicited. Common, Shelton and Co., Ltd. W. Lissant Clayton, Estate and General Agent, Lowe Street, Gisborne. Karaka Stock Sale, Monday, February 5th. Entries invited. Williams and Kettle, Ltd. Repairs of all kinds executed with promptness and despatch. Cycles for sale. Bicycles for hire. Eaton and Ryan, Proprietors. Stock sales at Matawhero Yards, Thursday next, 25th inst., commencing at 11 a.m. sharp. [617,56,734,232]
mckinley-town: GISBORNE. [284,1283,327,1292]
body-text: Four acres of land, conveniently situated, near the Borough, with well-built 6-roomed house and good garden. Apply immediately to Williams and Kettle, Ltd. Tenders will be received up to noon on Monday for the supply of 10,000 feet of pipes and specials for the extension of the Gisborne Waterworks. Plans and specifications may be seen at the office of the Town Clerk. The lowest or any tender not necessarily accepted. To let — Shop in Gladstone Road next door to Post Office. Apply on the premises. Wanted — A respectable young woman as general servant; good wages to a suitable person. Apply Mrs Barton, Lytton Road. Wanted — Board and residence for a young gentleman, in private family; state terms. Address "Comfort," Times office. Wanted to buy, a quiet pony suitable for a child to ride. Apply Times office. Wanted — Pupils for pianoforte and theory of music. Terms moderate. [495,894,604,1134]
clayton-subheading: ESTATE AND GENERAL AGENT. [618,316,733,325]
